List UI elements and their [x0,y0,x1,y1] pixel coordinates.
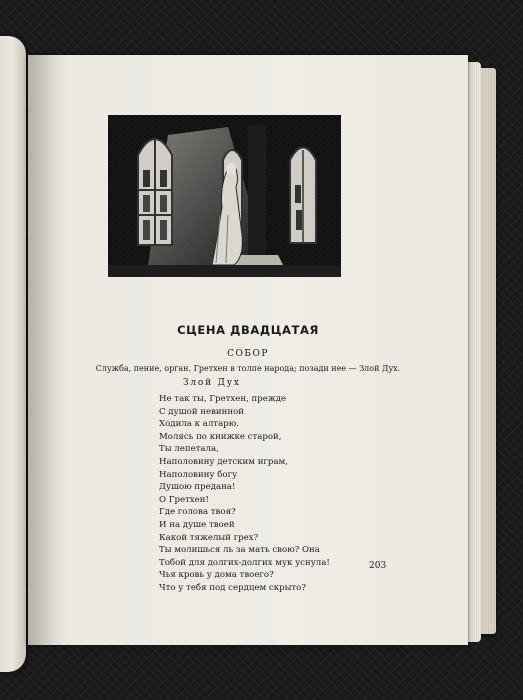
verse-line: Тобой для долгих-долгих мук уснула! [159,557,330,568]
verse-text [159,393,330,595]
verse-line: Что у тебя под сердцем скрыто? [159,582,306,593]
verse-line: Душою предана! [159,482,236,493]
book-page [28,55,468,645]
verse-line: Чья кровь у дома твоего? [159,570,274,581]
verse-line: Где голова твоя? [159,507,236,518]
verse-line: Наполовину детским играм, [159,456,288,467]
verse-line: Ты лепетала, [159,444,219,455]
verse-line: И на душе твоей [159,519,235,530]
woodcut-illustration [108,115,341,277]
scene-title: СЦЕНА ДВАДЦАТАЯ [177,323,319,337]
stage-direction: Служба, пение, орган. Гретхен в толпе народа; позади нее — Злой Дух. [95,364,401,373]
speaker-name: Злой Дух [183,378,241,388]
verse-line: Наполовину богу [159,469,238,480]
verse-line: Какой тяжелый грех? [159,532,259,543]
verse-line: Ты молишься ль за мать свою? Она [159,545,320,556]
verse-line: Ходила к алтарю. [159,419,239,430]
scene-location: СОБОР [227,349,269,359]
left-page-edge [0,36,26,672]
verse-line: О Гретхен! [159,494,209,505]
page-number: 203 [369,561,387,571]
verse-line: С душой невинной [159,406,245,417]
verse-line: Молясь по книжке старой, [159,431,282,442]
verse-line: Не так ты, Гретхен, прежде [159,394,287,404]
